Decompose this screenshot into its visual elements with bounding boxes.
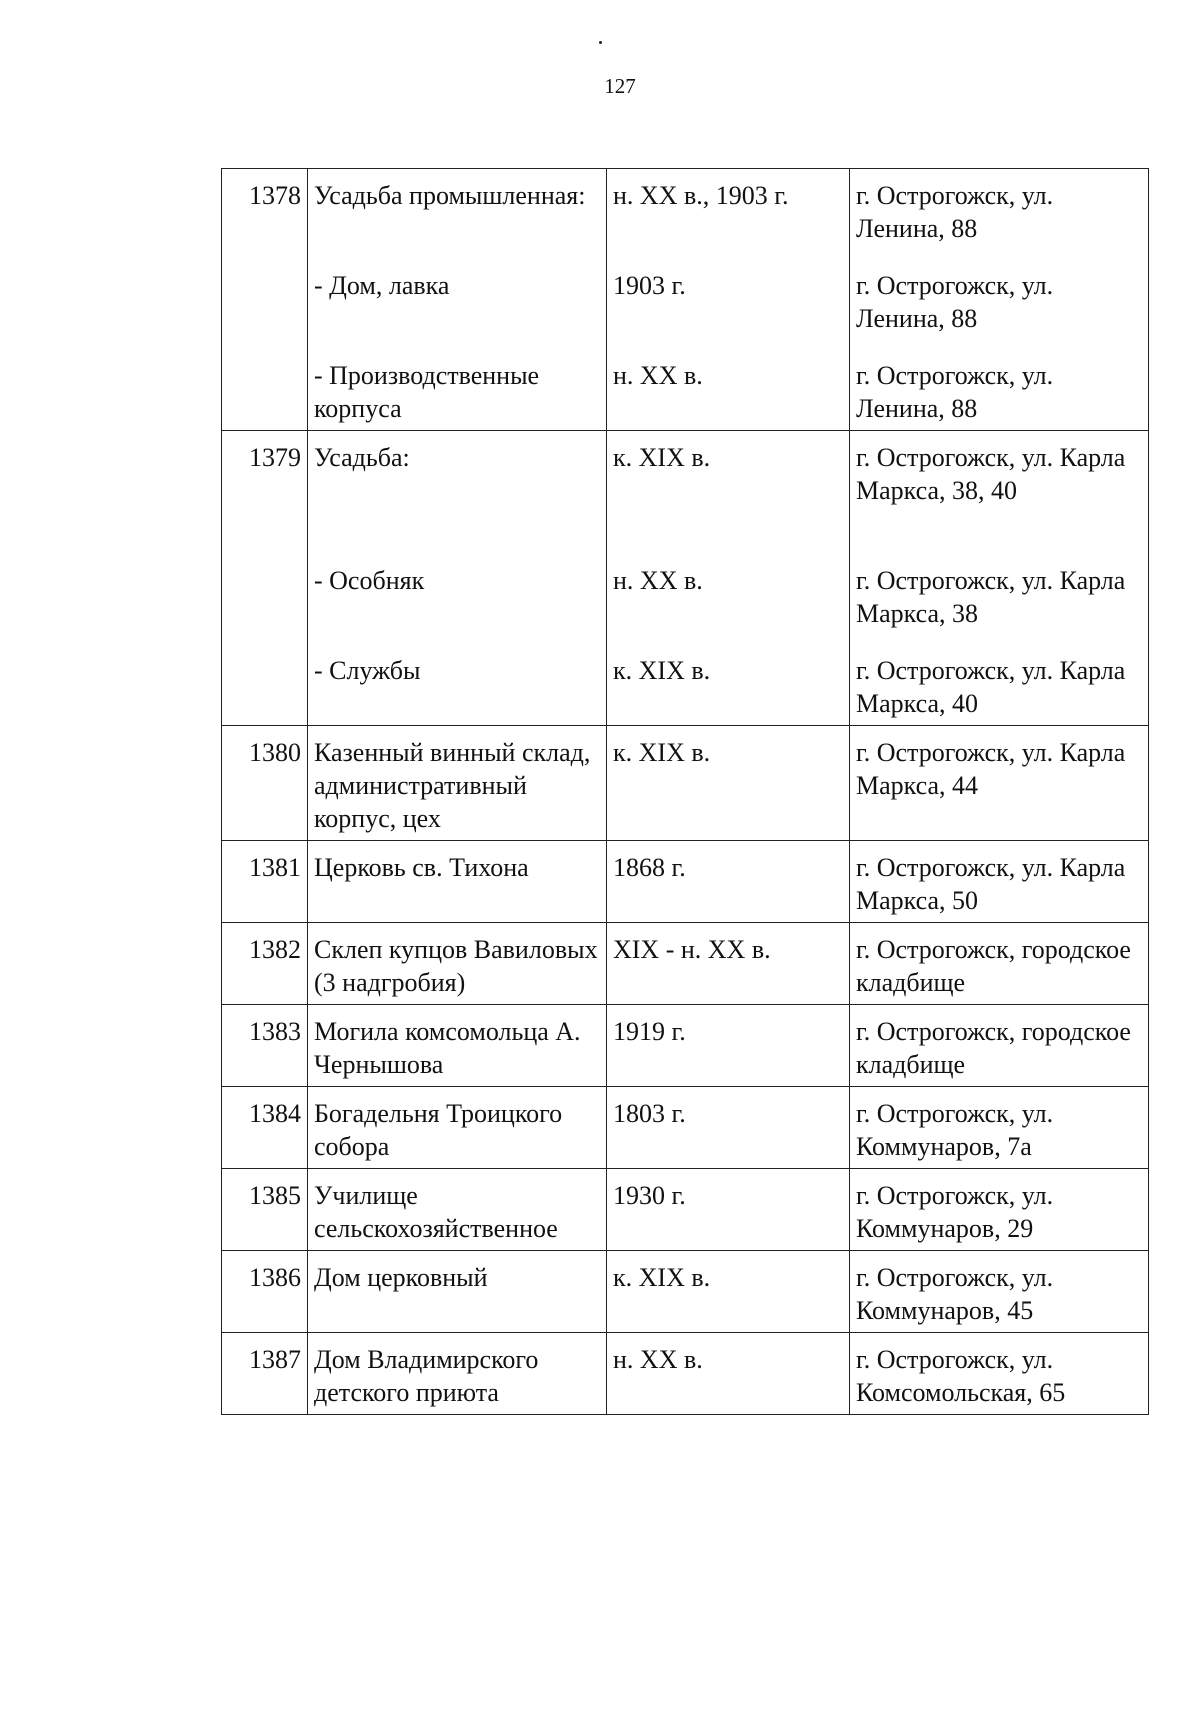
object-address: г. Острогожск, городское кладбище <box>850 1005 1149 1087</box>
object-name: - Службы <box>314 656 421 685</box>
table-row <box>222 726 1149 841</box>
object-date: 1803 г. <box>607 1087 850 1169</box>
object-name: Казенный винный склад, административный корпус, цех <box>308 726 607 841</box>
object-name: Склеп купцов Вавиловых (3 надгробия) <box>308 923 607 1005</box>
object-date: н. XX в. <box>607 1333 850 1415</box>
table-row <box>222 169 1149 431</box>
object-date: 1930 г. <box>607 1169 850 1251</box>
object-name-cell <box>308 431 607 726</box>
object-date: к. XIX в. <box>607 1251 850 1333</box>
object-address: г. Острогожск, городское кладбище <box>850 923 1149 1005</box>
page-number: 127 <box>604 74 636 98</box>
object-date: к. XIX в. <box>607 726 850 841</box>
object-name: - Производственные корпуса <box>314 361 540 423</box>
object-name: Могила комсомольца А. Чернышова <box>308 1005 607 1087</box>
table-row <box>222 1169 1149 1251</box>
scan-mark <box>599 41 602 44</box>
object-address: г. Острогожск, ул. Карла Маркса, 44 <box>850 726 1149 841</box>
object-address: г. Острогожск, ул. Ленина, 88 <box>856 181 1054 243</box>
row-number: 1385 <box>222 1169 308 1251</box>
row-number: 1383 <box>222 1005 308 1087</box>
object-name: - Особняк <box>314 566 425 595</box>
object-address: г. Острогожск, ул. Карла Маркса, 38, 40 <box>856 443 1126 505</box>
row-number: 1378 <box>222 169 308 431</box>
table-row <box>222 1087 1149 1169</box>
address-cell <box>850 169 1149 431</box>
row-number: 1384 <box>222 1087 308 1169</box>
object-address: г. Острогожск, ул. Карла Маркса, 50 <box>850 841 1149 923</box>
table-row <box>222 841 1149 923</box>
object-date: XIX - н. XX в. <box>607 923 850 1005</box>
heritage-registry-table <box>221 168 1149 1415</box>
object-address: г. Острогожск, ул. Коммунаров, 45 <box>850 1251 1149 1333</box>
object-date: 1868 г. <box>607 841 850 923</box>
table-row <box>222 431 1149 726</box>
object-address: г. Острогожск, ул. Карла Маркса, 40 <box>856 656 1126 718</box>
object-date: н. XX в., 1903 г. <box>613 181 789 210</box>
object-address: г. Острогожск, ул. Ленина, 88 <box>856 271 1054 333</box>
object-date: к. XIX в. <box>613 443 711 472</box>
date-cell <box>607 169 850 431</box>
object-date: к. XIX в. <box>613 656 711 685</box>
row-number: 1380 <box>222 726 308 841</box>
object-name-cell <box>308 169 607 431</box>
table-row <box>222 1251 1149 1333</box>
object-address: г. Острогожск, ул. Карла Маркса, 38 <box>856 566 1126 628</box>
object-name: Усадьба: <box>314 443 410 472</box>
object-address: г. Острогожск, ул. Ленина, 88 <box>856 361 1054 423</box>
object-date: н. XX в. <box>613 361 703 390</box>
object-name: Дом церковный <box>308 1251 607 1333</box>
object-address: г. Острогожск, ул. Комсомольская, 65 <box>850 1333 1149 1415</box>
row-number: 1379 <box>222 431 308 726</box>
object-name: Усадьба промышленная: <box>314 181 586 210</box>
table-row <box>222 923 1149 1005</box>
object-name: - Дом, лавка <box>314 271 450 300</box>
date-cell <box>607 431 850 726</box>
row-number: 1382 <box>222 923 308 1005</box>
table-row <box>222 1005 1149 1087</box>
row-number: 1381 <box>222 841 308 923</box>
object-name: Дом Владимирского детского приюта <box>308 1333 607 1415</box>
object-address: г. Острогожск, ул. Коммунаров, 7а <box>850 1087 1149 1169</box>
object-date: н. XX в. <box>613 566 703 595</box>
object-address: г. Острогожск, ул. Коммунаров, 29 <box>850 1169 1149 1251</box>
object-name: Церковь св. Тихона <box>308 841 607 923</box>
row-number: 1387 <box>222 1333 308 1415</box>
object-name: Училище сельскохозяйственное <box>308 1169 607 1251</box>
row-number: 1386 <box>222 1251 308 1333</box>
object-date: 1903 г. <box>613 271 686 300</box>
address-cell <box>850 431 1149 726</box>
object-date: 1919 г. <box>607 1005 850 1087</box>
object-name: Богадельня Троицкого собора <box>308 1087 607 1169</box>
table-row <box>222 1333 1149 1415</box>
